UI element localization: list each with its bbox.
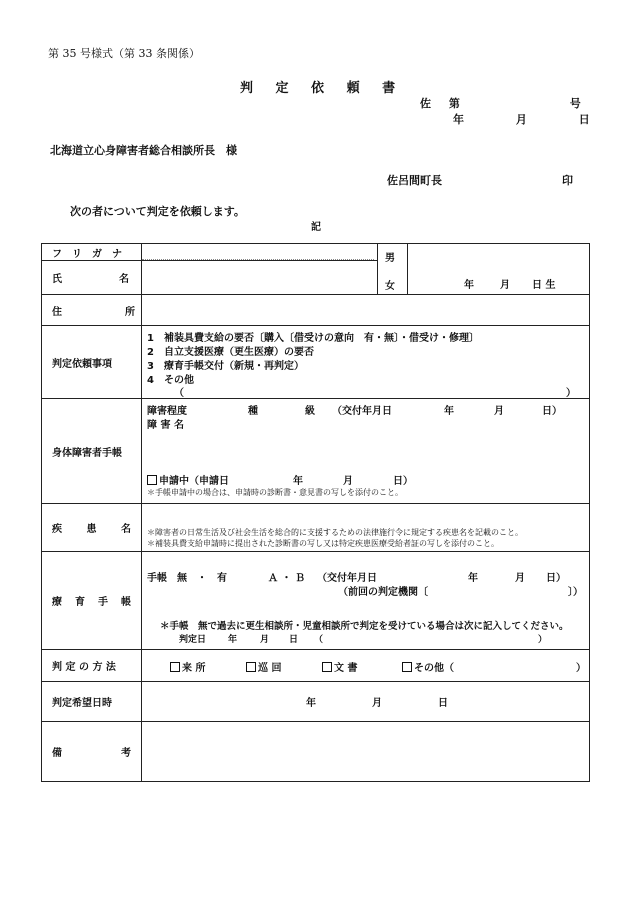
- method-visit[interactable]: 来 所: [170, 659, 205, 674]
- birth-day: 日 生: [532, 280, 556, 291]
- ryoiku-issue-date: （交付年月日: [317, 573, 377, 584]
- method-cell[interactable]: [142, 650, 590, 682]
- physical-applying-year: 年: [293, 476, 303, 487]
- physical-applying[interactable]: 申請中（申請日: [147, 472, 229, 487]
- ryoiku-prev-close: 〕）: [568, 587, 583, 598]
- ki-heading: 記: [311, 222, 321, 233]
- disease-note-1: ＊障害者の日常生活及び社会生活を総合的に支援するための法律施行令に規定する疾患名を記載のこと。: [147, 528, 523, 537]
- physical-issue-date: （交付年月日: [332, 406, 392, 417]
- physical-applying-day: 日）: [393, 476, 413, 487]
- ryoiku-note: ＊手帳 無で過去に更生相談所・児童相談所で判定を受けている場合は次に記入してください。: [160, 621, 569, 632]
- disease-cell[interactable]: [142, 504, 590, 552]
- desired-month: 月: [372, 698, 382, 709]
- ref-dai: 第: [448, 97, 460, 110]
- request-sentence: 次の者について判定を依頼します。: [70, 205, 245, 218]
- physical-applying-month: 月: [343, 476, 353, 487]
- birth-month: 月: [500, 280, 510, 291]
- birth-date-cell[interactable]: [408, 244, 590, 295]
- name-label: 氏 名: [42, 261, 142, 295]
- name-field[interactable]: [142, 261, 378, 295]
- furigana-label: フ リ ガ ナ: [42, 244, 142, 261]
- ryoiku-grades[interactable]: Ａ ・ Ｂ: [268, 573, 305, 584]
- ryoiku-day: 日）: [546, 573, 566, 584]
- request-items-label: 判定依頼事項: [42, 326, 142, 399]
- ryoiku-judged-date: 判定日: [179, 635, 207, 645]
- method-document-checkbox[interactable]: [322, 662, 332, 672]
- physical-class: 級: [305, 406, 315, 417]
- desired-day: 日: [438, 698, 448, 709]
- physical-disability-name: 障 害 名: [147, 420, 184, 431]
- furigana-field[interactable]: [142, 244, 378, 261]
- ref-day: 日: [578, 113, 590, 126]
- request-other-open: （: [174, 388, 184, 399]
- address-label: 住 所: [42, 295, 142, 326]
- method-document[interactable]: 文 書: [322, 659, 357, 674]
- request-item-2[interactable]: 2 自立支援医療（更生医療）の要否: [147, 347, 314, 358]
- physical-cert-cell[interactable]: [142, 399, 590, 504]
- request-form-table: [41, 243, 590, 782]
- request-item-1[interactable]: 1 補装具費支給の要否〔購入〔借受けの意向 有・無〕・借受け・修理〕: [147, 333, 479, 344]
- sex-female[interactable]: 女: [385, 281, 395, 292]
- seal-mark: 印: [562, 174, 573, 187]
- reference-number: [420, 95, 581, 111]
- ref-prefix: 佐: [420, 97, 431, 110]
- ryoiku-judged-close: ）: [538, 635, 548, 645]
- ryoiku-label: 療 育 手 帳: [42, 552, 142, 650]
- request-other-close: ）: [566, 388, 576, 399]
- ref-month: 月: [515, 113, 527, 126]
- request-item-3[interactable]: 3 療育手帳交付（新規・再判定）: [147, 361, 304, 372]
- request-item-4[interactable]: 4 その他: [147, 375, 194, 386]
- form-number: 第 35 号様式（第 33 条関係）: [48, 47, 200, 60]
- ryoiku-status[interactable]: 手帳 無 ・ 有: [147, 573, 227, 584]
- addressee: 北海道立心身障害者総合相談所長 様: [50, 144, 237, 157]
- method-other-checkbox[interactable]: [402, 662, 412, 672]
- ryoiku-prev-agency: （前回の判定機関〔: [338, 587, 428, 598]
- ryoiku-month: 月: [515, 573, 525, 584]
- physical-grade: 障害程度: [147, 406, 187, 417]
- document-title: 判 定 依 頼 書: [240, 81, 405, 96]
- method-label: 判 定 の 方 法: [42, 650, 142, 682]
- address-field[interactable]: [142, 295, 590, 326]
- sex-male[interactable]: 男: [385, 253, 395, 264]
- remarks-field[interactable]: [142, 722, 590, 782]
- sender-name: 佐呂間町長: [387, 174, 442, 187]
- method-close: ）: [576, 663, 586, 674]
- ryoiku-year: 年: [468, 573, 478, 584]
- ryoiku-judged-month: 月: [260, 635, 270, 645]
- sex-cell[interactable]: [378, 244, 408, 295]
- method-tour[interactable]: 巡 回: [246, 659, 281, 674]
- disease-note-2: ＊補装具費支給申請時に提出された診断書の写し又は特定疾患医療受給者証の写しを添付のこと。: [147, 539, 499, 548]
- desired-year: 年: [306, 698, 316, 709]
- physical-type: 種: [248, 406, 258, 417]
- ryoiku-judged-open: （: [314, 635, 324, 645]
- birth-year: 年: [464, 280, 474, 291]
- desired-date-cell[interactable]: [142, 682, 590, 722]
- physical-cert-label: 身体障害者手帳: [42, 399, 142, 504]
- request-items-cell[interactable]: [142, 326, 590, 399]
- furigana-separator: [142, 259, 374, 260]
- physical-month: 月: [494, 406, 504, 417]
- applying-checkbox[interactable]: [147, 475, 157, 485]
- physical-day: 日）: [542, 406, 562, 417]
- desired-date-label: 判定希望日時: [42, 682, 142, 722]
- ryoiku-cell[interactable]: [142, 552, 590, 650]
- disease-label: 疾 患 名: [42, 504, 142, 552]
- reference-date: [453, 111, 590, 127]
- method-visit-checkbox[interactable]: [170, 662, 180, 672]
- ryoiku-judged-year: 年: [228, 635, 238, 645]
- ryoiku-judged-day: 日: [289, 635, 299, 645]
- ref-year: 年: [453, 113, 464, 126]
- physical-note: ＊手帳申請中の場合は、申請時の診断書・意見書の写しを添付のこと。: [147, 488, 403, 497]
- ref-go: 号: [569, 97, 581, 110]
- remarks-label: 備 考: [42, 722, 142, 782]
- method-other[interactable]: その他（: [402, 659, 454, 674]
- physical-year: 年: [444, 406, 454, 417]
- method-tour-checkbox[interactable]: [246, 662, 256, 672]
